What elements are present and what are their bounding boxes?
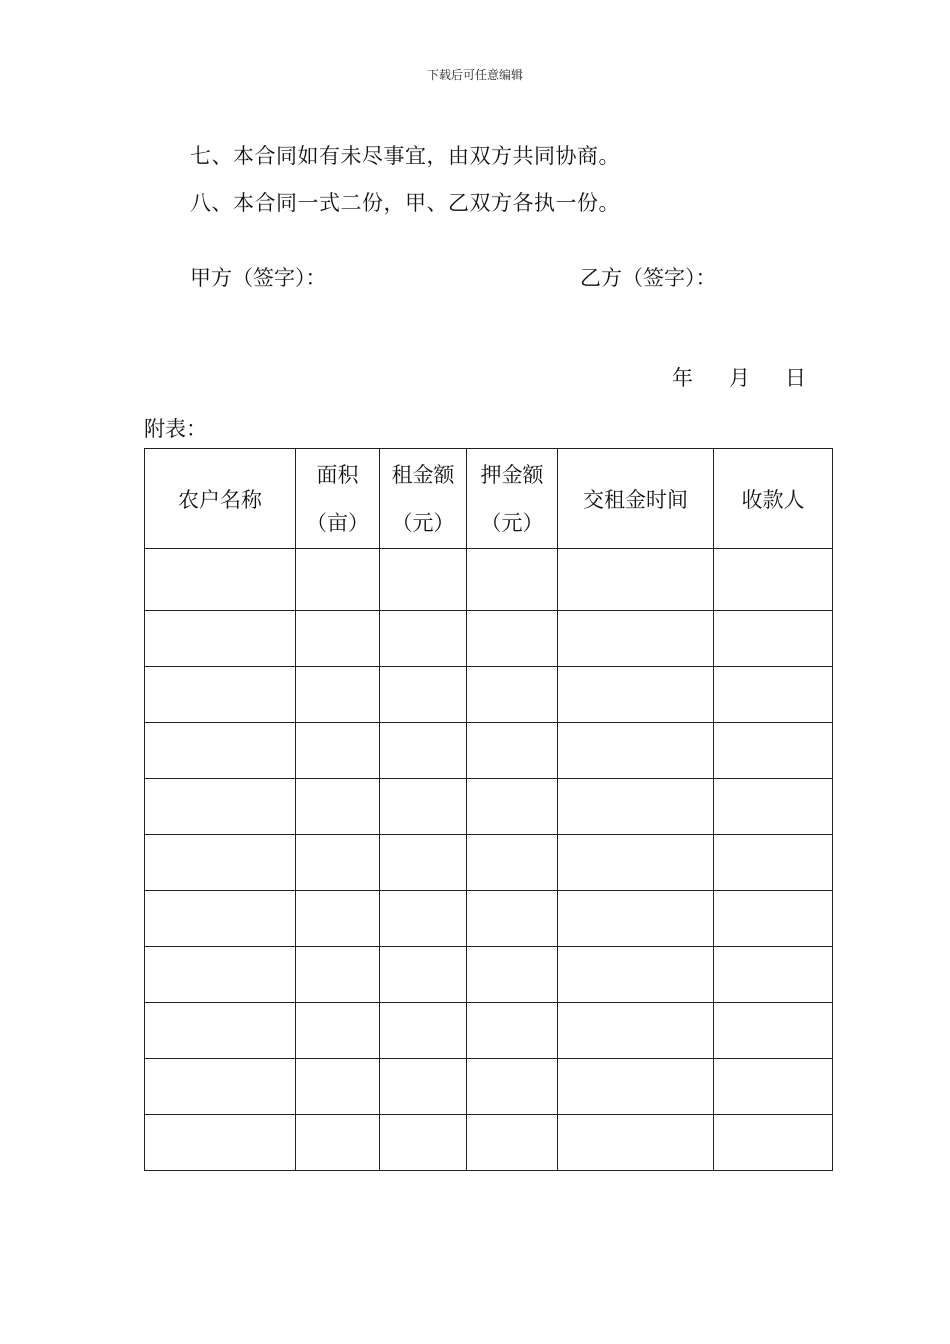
rent-ledger-table — [144, 448, 833, 1171]
column-header-rent-amount — [380, 449, 467, 549]
table-cell[interactable] — [145, 549, 296, 611]
column-header-deposit-amount-label: 押金额 — [480, 462, 544, 487]
table-cell[interactable] — [714, 723, 833, 779]
appendix-label: 附表： — [144, 417, 207, 441]
column-header-deposit-amount — [467, 449, 558, 549]
table-cell[interactable] — [145, 667, 296, 723]
table-row — [145, 549, 833, 611]
page-header-note: 下载后可任意编辑 — [426, 68, 523, 82]
table-cell[interactable] — [380, 549, 467, 611]
table-cell[interactable] — [558, 947, 714, 1003]
table-cell[interactable] — [558, 1003, 714, 1059]
date-day-label: 日 — [785, 366, 806, 390]
table-cell[interactable] — [558, 835, 714, 891]
table-cell[interactable] — [714, 1003, 833, 1059]
table-cell[interactable] — [296, 947, 380, 1003]
table-cell[interactable] — [380, 835, 467, 891]
column-header-payee-label: 收款人 — [741, 487, 805, 512]
table-cell[interactable] — [714, 611, 833, 667]
party-a-signature-label: 甲方（签字）： — [190, 266, 327, 290]
date-month-label: 月 — [729, 366, 750, 390]
table-cell[interactable] — [145, 835, 296, 891]
column-header-farmer-name — [145, 449, 296, 549]
column-header-area-label: 面积 — [316, 462, 359, 487]
table-row — [145, 835, 833, 891]
table-cell[interactable] — [467, 1115, 558, 1171]
table-cell[interactable] — [145, 779, 296, 835]
column-header-payee — [714, 449, 833, 549]
column-header-farmer-name-label: 农户名称 — [178, 487, 262, 512]
column-header-rent-amount-unit: （元） — [391, 510, 455, 535]
column-header-area-unit: （亩） — [306, 510, 369, 535]
column-header-area — [296, 449, 380, 549]
table-cell[interactable] — [145, 723, 296, 779]
table-cell[interactable] — [145, 947, 296, 1003]
clause-seven: 七、本合同如有未尽事宜，由双方共同协商。 — [190, 144, 620, 168]
table-cell[interactable] — [714, 667, 833, 723]
table-cell[interactable] — [714, 779, 833, 835]
table-cell[interactable] — [714, 835, 833, 891]
table-row — [145, 1059, 833, 1115]
table-header-row — [145, 449, 833, 549]
date-line — [672, 362, 806, 392]
table-cell[interactable] — [145, 1003, 296, 1059]
table-cell[interactable] — [714, 891, 833, 947]
table-cell[interactable] — [467, 947, 558, 1003]
column-header-payment-time-label: 交租金时间 — [583, 487, 688, 512]
table-cell[interactable] — [558, 1115, 714, 1171]
column-header-deposit-amount-unit: （元） — [480, 510, 544, 535]
party-b-signature-label: 乙方（签字）： — [580, 266, 717, 290]
table-cell[interactable] — [467, 611, 558, 667]
table-cell[interactable] — [296, 1003, 380, 1059]
table-cell[interactable] — [380, 667, 467, 723]
table-cell[interactable] — [380, 947, 467, 1003]
table-cell[interactable] — [558, 779, 714, 835]
table-cell[interactable] — [558, 1059, 714, 1115]
table-cell[interactable] — [558, 611, 714, 667]
column-header-rent-amount-label: 租金额 — [391, 462, 455, 487]
table-cell[interactable] — [714, 549, 833, 611]
table-cell[interactable] — [558, 723, 714, 779]
table-cell[interactable] — [467, 835, 558, 891]
table-cell[interactable] — [145, 891, 296, 947]
table-cell[interactable] — [714, 1115, 833, 1171]
table-row — [145, 1115, 833, 1171]
table-cell[interactable] — [380, 1059, 467, 1115]
table-cell[interactable] — [296, 779, 380, 835]
table-cell[interactable] — [558, 549, 714, 611]
table-cell[interactable] — [380, 611, 467, 667]
table-cell[interactable] — [467, 1003, 558, 1059]
clause-eight: 八、本合同一式二份，甲、乙双方各执一份。 — [190, 191, 620, 215]
table-row — [145, 947, 833, 1003]
table-row — [145, 723, 833, 779]
table-cell[interactable] — [145, 611, 296, 667]
table-cell[interactable] — [296, 723, 380, 779]
table-cell[interactable] — [467, 667, 558, 723]
table-row — [145, 779, 833, 835]
table-cell[interactable] — [296, 549, 380, 611]
table-cell[interactable] — [467, 779, 558, 835]
table-row — [145, 667, 833, 723]
table-cell[interactable] — [714, 947, 833, 1003]
table-cell[interactable] — [296, 667, 380, 723]
table-cell[interactable] — [380, 1003, 467, 1059]
table-cell[interactable] — [145, 1115, 296, 1171]
table-cell[interactable] — [145, 1059, 296, 1115]
table-row — [145, 1003, 833, 1059]
table-cell[interactable] — [380, 1115, 467, 1171]
table-cell[interactable] — [714, 1059, 833, 1115]
date-year-label: 年 — [672, 366, 693, 390]
table-cell[interactable] — [380, 891, 467, 947]
table-cell[interactable] — [467, 1059, 558, 1115]
table-cell[interactable] — [467, 549, 558, 611]
table-cell[interactable] — [558, 667, 714, 723]
table-cell[interactable] — [467, 723, 558, 779]
table-cell[interactable] — [296, 1059, 380, 1115]
table-row — [145, 891, 833, 947]
table-cell[interactable] — [296, 611, 380, 667]
table-cell[interactable] — [380, 779, 467, 835]
table-cell[interactable] — [296, 1115, 380, 1171]
table-cell[interactable] — [296, 891, 380, 947]
table-cell[interactable] — [296, 835, 380, 891]
column-header-payment-time — [558, 449, 714, 549]
table-cell[interactable] — [558, 891, 714, 947]
table-cell[interactable] — [467, 891, 558, 947]
table-row — [145, 611, 833, 667]
table-cell[interactable] — [380, 723, 467, 779]
